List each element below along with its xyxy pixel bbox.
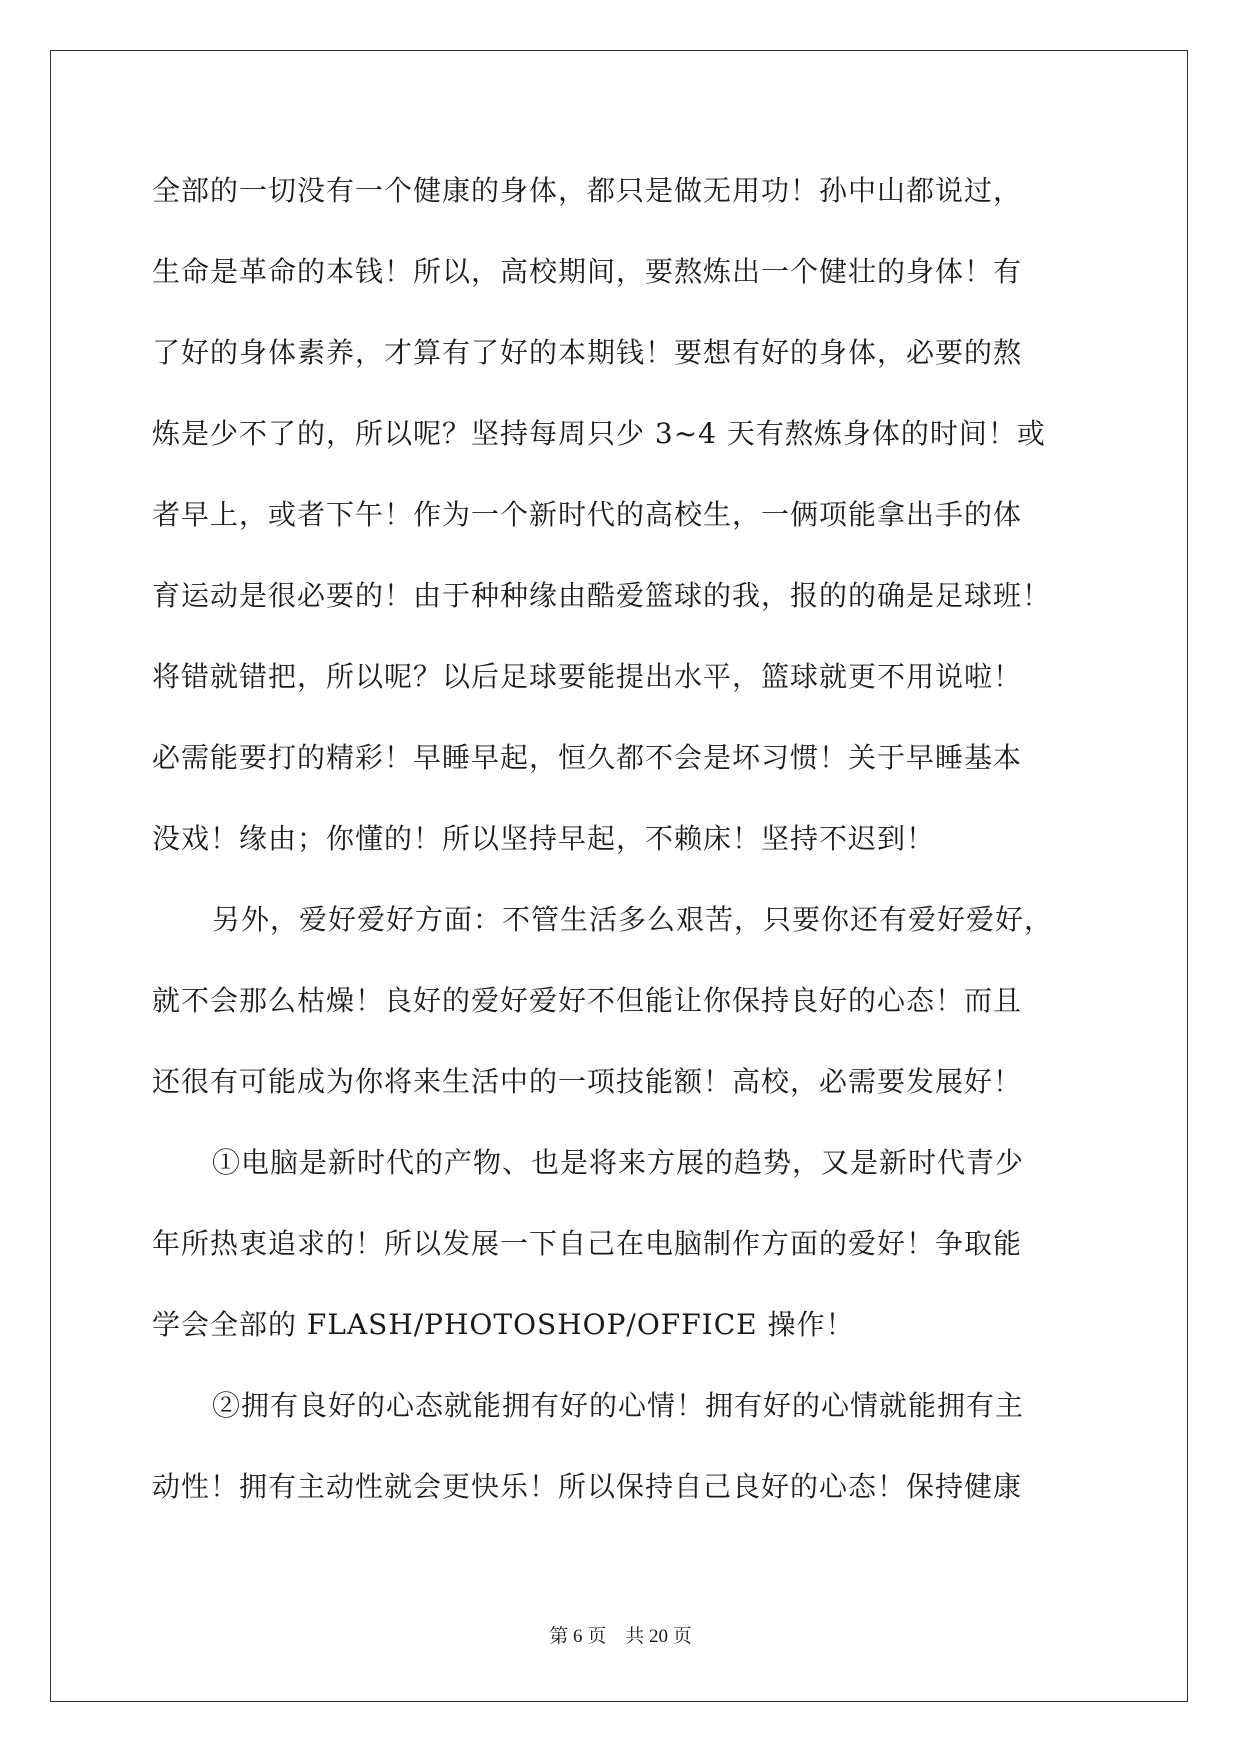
text-line: 年所热衷追求的！所以发展一下自己在电脑制作方面的爱好！争取能	[152, 1227, 1023, 1260]
text-line: 还很有可能成为你将来生活中的一项技能额！高校，必需要发展好！	[152, 1065, 1023, 1098]
paragraph-first-line: ①电脑是新时代的产物、也是将来方展的趋势，又是新时代青少	[212, 1146, 1025, 1179]
text-line: 动性！拥有主动性就会更快乐！所以保持自己良好的心态！保持健康	[152, 1470, 1023, 1503]
text-line: 炼是少不了的，所以呢？坚持每周只少 3~4 天有熬炼身体的时间！或	[152, 417, 1046, 450]
page-number-label: 第 6 页 共 20 页	[549, 1626, 692, 1647]
page-footer	[0, 1621, 1241, 1648]
text-line: 将错就错把，所以呢？以后足球要能提出水平，篮球就更不用说啦！	[152, 660, 1023, 693]
text-line: 育运动是很必要的！由于种种缘由酷爱篮球的我，报的的确是足球班！	[152, 579, 1052, 612]
text-line: 学会全部的 FLASH/PHOTOSHOP/OFFICE 操作！	[152, 1308, 855, 1341]
text-line: 全部的一切没有一个健康的身体，都只是做无用功！孙中山都说过，	[152, 174, 1023, 207]
text-line: 没戏！缘由；你懂的！所以坚持早起，不赖床！坚持不迟到！	[152, 822, 936, 855]
text-line: 者早上，或者下午！作为一个新时代的高校生，一俩项能拿出手的体	[152, 498, 1023, 531]
text-line: 生命是革命的本钱！所以，高校期间，要熬炼出一个健壮的身体！有	[152, 255, 1023, 288]
text-line: 必需能要打的精彩！早睡早起，恒久都不会是坏习惯！关于早睡基本	[152, 741, 1023, 774]
document-body	[152, 150, 1092, 1527]
text-line: 就不会那么枯燥！良好的爱好爱好不但能让你保持良好的心态！而且	[152, 984, 1023, 1017]
paragraph-first-line: 另外，爱好爱好方面：不管生活多么艰苦，只要你还有爱好爱好，	[212, 903, 1054, 936]
paragraph-first-line: ②拥有良好的心态就能拥有好的心情！拥有好的心情就能拥有主	[212, 1389, 1025, 1422]
text-line: 了好的身体素养，才算有了好的本期钱！要想有好的身体，必要的熬	[152, 336, 1023, 369]
